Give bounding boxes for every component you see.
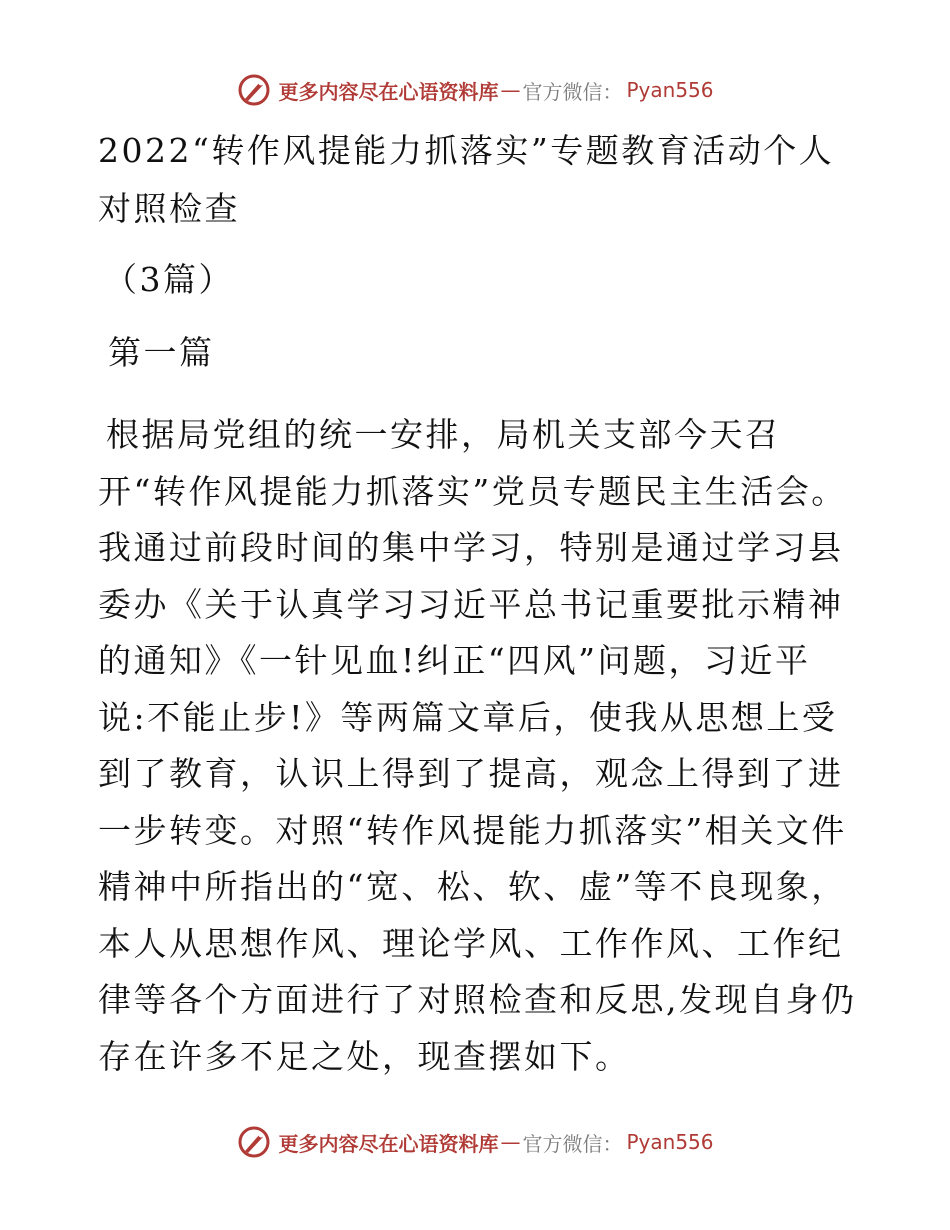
watermark-handle: Pyan556 <box>626 1130 714 1154</box>
watermark-footer <box>0 1124 950 1160</box>
watermark-dash: — <box>500 1130 521 1154</box>
watermark-handle: Pyan556 <box>626 78 714 102</box>
body-paragraph: 根据局党组的统一安排，局机关支部今天召开“转作风提能力抓落实”党员专题民主生活会。我通过前段时间的集中学习，特别是通过学习县委办《关于认真学习习近平总书记重要批示精神的通知》《一针见血!纠正“四风”问题，习近平说:不能止步!》等两篇文章后，使我从思想上受到了教育，认识上得到了提高，观念上得到了进一步转变。对照“转作风提能力抓落实”相关文件精神中所指出的“宽、松、软、虚”等不良现象，本人从思想作风、理论学风、工作作风、工作纪律等各个方面进行了对照检查和反思,发现自身仍存在许多不足之处，现查摆如下。 <box>98 415 857 1076</box>
document-count-note: （3篇） <box>104 260 234 299</box>
watermark-brand: 更多内容尽在心语资料库 <box>278 79 499 104</box>
pen-logo-icon <box>236 1124 272 1160</box>
watermark-header <box>0 72 950 108</box>
watermark-label: 官方微信： <box>522 1131 623 1156</box>
watermark-dash: — <box>500 78 521 102</box>
section-heading: 第一篇 <box>108 333 215 372</box>
pen-logo-icon <box>236 72 272 108</box>
watermark-label: 官方微信： <box>522 79 623 104</box>
watermark-brand: 更多内容尽在心语资料库 <box>278 1131 499 1156</box>
document-title: 2022“转作风提能力抓落实”专题教育活动个人对照检查 <box>98 131 835 228</box>
